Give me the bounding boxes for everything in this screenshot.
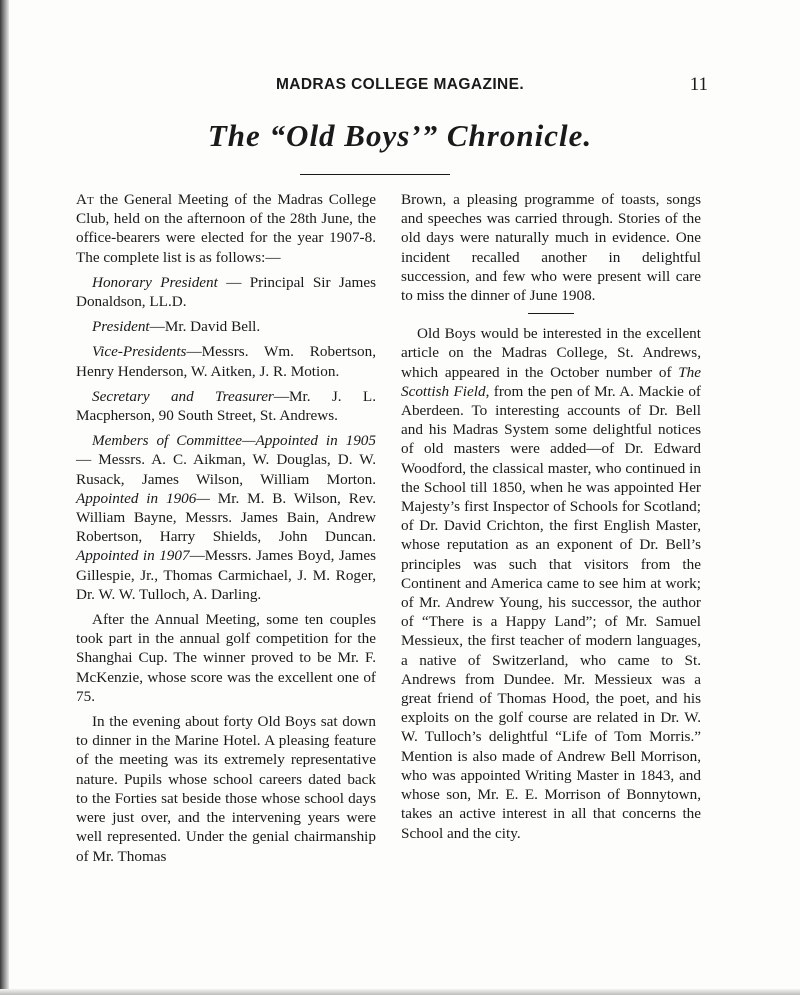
drop-word: At <box>76 191 94 208</box>
role-holder: —Messrs. Wm. Robertson, Henry Henderson, W. Aitken, J. R. Motion. <box>76 343 376 380</box>
paragraph-vice-presidents <box>76 342 376 380</box>
paragraph-secretary <box>76 387 376 425</box>
title-divider <box>300 174 450 175</box>
role-holder: —Mr. David Bell. <box>149 318 261 336</box>
magazine-title: MADRAS COLLEGE MAGAZINE. <box>275 76 525 93</box>
paragraph-honorary-president <box>76 273 376 311</box>
paragraph-general-meeting <box>76 190 376 267</box>
role-holder: — Messrs. A. C. Aikman, W. Douglas, D. W. Rusack, James Wilson, William Morton. <box>76 451 376 488</box>
paragraph-golf-competition: After the Annual Meeting, some ten couples took part in the annual golf competition for the Shanghai Cup. The winner proved to be Mr. F. McKenzie, whose score was the excellent one of 75. <box>76 611 376 705</box>
role-label: Appointed in 1907 <box>76 547 190 565</box>
role-label: Honorary President <box>92 273 218 291</box>
role-holder: Mr. M. B. Wilson, Rev. William Bayne, Messrs. James Bain, Andrew Robertson, Harry Shields, John Duncan. <box>76 489 376 546</box>
paragraph-scottish-field <box>401 324 701 842</box>
page-number: 11 <box>689 74 708 95</box>
page-bottom-edge <box>0 989 800 995</box>
role-holder: — Principal Sir James Donaldson, LL.D. <box>76 273 376 311</box>
paragraph-committee <box>76 431 376 604</box>
paragraph-text: the General Meeting of the Madras College Club, held on the afternoon of the 28th June, the office-bearers were elected for the year 1907-8. The complete list is as follows:— <box>76 191 376 266</box>
paragraph-president <box>76 317 376 336</box>
role-label: President <box>92 318 150 336</box>
paragraph-text: Old Boys would be interested in the excellent article on the Madras College, St. Andrews, which appeared in the October number of <box>401 325 701 381</box>
publication-title: The Scottish Field <box>401 363 701 400</box>
role-holder: —Mr. J. L. Macpherson, 90 South Street, St. Andrews. <box>76 387 376 425</box>
right-column <box>401 190 701 849</box>
left-column <box>76 190 376 872</box>
role-label: Members of Committee—Appointed in 1905 <box>92 432 376 450</box>
paragraph-dinner-continued: Brown, a pleasing programme of toasts, songs and speeches was carried through. Stories of the old days were naturally much in evidence. One incident recalled another in delightful succession, and few who were present will care to miss the dinner of June 1908. <box>401 191 701 305</box>
paragraph-dinner: In the evening about forty Old Boys sat down to dinner in the Marine Hotel. A pleasing feature of the meeting was its extremely representative nature. Pupils whose school careers dated back to the Forties sat beside those whose school days were just over, and the intervening years were well represented. Under the genial chairmanship of Mr. Thomas <box>76 713 376 865</box>
role-label: Vice-Presidents <box>92 343 187 361</box>
role-holder: —Messrs. James Boyd, James Gillespie, Jr., Thomas Carmichael, J. M. Roger, Dr. W. W. Tulloch, A. Darling. <box>76 547 376 603</box>
role-label: Appointed in 1906— <box>76 489 210 507</box>
article-title: The “Old Boys’” Chronicle. <box>207 118 593 153</box>
section-divider <box>528 313 574 314</box>
paragraph-text: , from the pen of Mr. A. Mackie of Aberdeen. To interesting accounts of Dr. Bell and his Madras System some delightful notices of old masters were added—of Dr. Edward Woodford, the classical master, who continued in the School till 1850, when he was appointed Her Majesty’s first Inspector of Schools for Scotland; of Dr. David Crichton, the first English Master, whose reputation as an exponent of Dr. Bell’s principles was such that visitors from the Continent and America came to see him at work; of Mr. Andrew Young, his successor, the author of “There is a Happy Land”; of Mr. Samuel Messieux, the first teacher of modern languages, a native of Switzerland, who came to St. Andrews from Dundee. Mr. Messieux was a great friend of Thomas Hood, the poet, and his exploits on the golf course are related in Dr. W. W. Tulloch’s delightful “Life of Tom Morris.” Mention is also made of Andrew Bell Morrison, who was appointed Writing Master in 1843, and whose son, Mr. E. E. Morrison of Bonnytown, takes an active interest in all that concerns the School and the city. <box>401 382 701 842</box>
role-label: Secretary and Treasurer <box>92 387 274 405</box>
